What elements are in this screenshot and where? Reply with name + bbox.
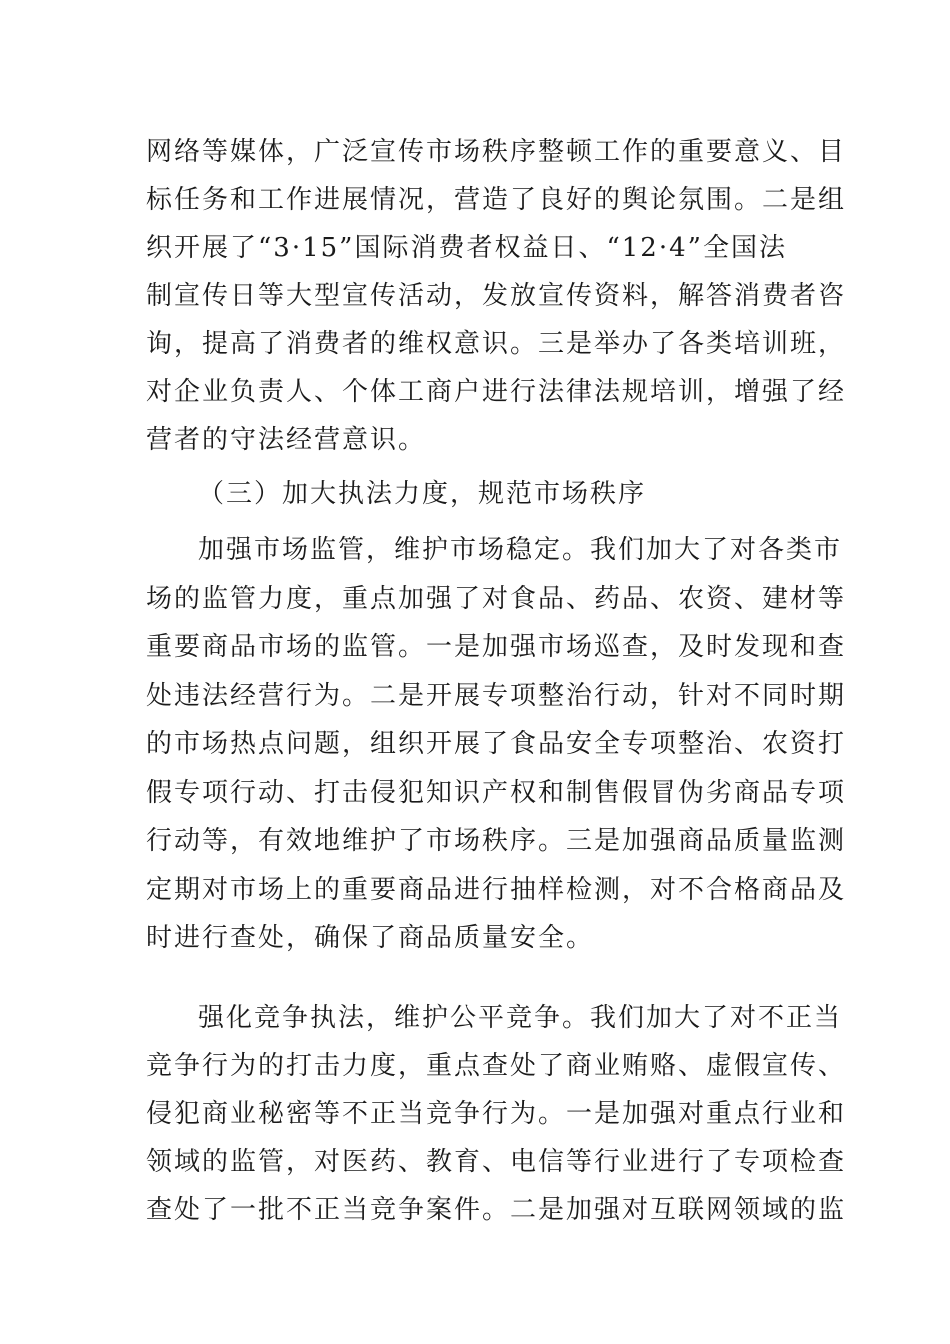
paragraph-line: 行动等，有效地维护了市场秩序。三是加强商品质量监测: [146, 826, 847, 856]
paragraph-line: 处违法经营行为。二是开展专项整治行动，针对不同时期: [146, 681, 847, 711]
paragraph-line: 竞争行为的打击力度，重点查处了商业贿赂、虚假宣传、: [146, 1051, 847, 1081]
paragraph-line: 重要商品市场的监管。一是加强市场巡查，及时发现和查: [146, 632, 847, 662]
paragraph-line: 的市场热点问题，组织开展了食品安全专项整治、农资打: [146, 729, 847, 759]
paragraph-line: 询，提高了消费者的维权意识。三是举办了各类培训班，: [146, 329, 847, 359]
paragraph-line: 对企业负责人、个体工商户进行法律法规培训，增强了经: [146, 377, 847, 407]
paragraph-line: 定期对市场上的重要商品进行抽样检测，对不合格商品及: [146, 875, 847, 905]
paragraph-line: 假专项行动、打击侵犯知识产权和制售假冒伪劣商品专项: [146, 778, 847, 808]
paragraph-first-line: 加强市场监管，维护市场稳定。我们加大了对各类市: [198, 535, 843, 565]
paragraph-first-line: 强化竞争执法，维护公平竞争。我们加大了对不正当: [198, 1003, 843, 1033]
paragraph-line: 织开展了“3·15”国际消费者权益日、“12·4”全国法: [146, 233, 787, 263]
paragraph-line: 领域的监管，对医药、教育、电信等行业进行了专项检查: [146, 1147, 847, 1177]
section-heading: （三）加大执法力度，规范市场秩序: [198, 479, 647, 509]
paragraph-line: 侵犯商业秘密等不正当竞争行为。一是加强对重点行业和: [146, 1099, 847, 1129]
paragraph-line: 查处了一批不正当竞争案件。二是加强对互联网领域的监: [146, 1195, 847, 1225]
paragraph-line: 制宣传日等大型宣传活动，发放宣传资料，解答消费者咨: [146, 281, 847, 311]
paragraph-line: 网络等媒体，广泛宣传市场秩序整顿工作的重要意义、目: [146, 137, 847, 167]
paragraph-line: 标任务和工作进展情况，营造了良好的舆论氛围。二是组: [146, 185, 847, 215]
paragraph-line: 时进行查处，确保了商品质量安全。: [146, 923, 595, 953]
paragraph-line: 场的监管力度，重点加强了对食品、药品、农资、建材等: [146, 584, 847, 614]
paragraph-line: 营者的守法经营意识。: [146, 425, 427, 455]
